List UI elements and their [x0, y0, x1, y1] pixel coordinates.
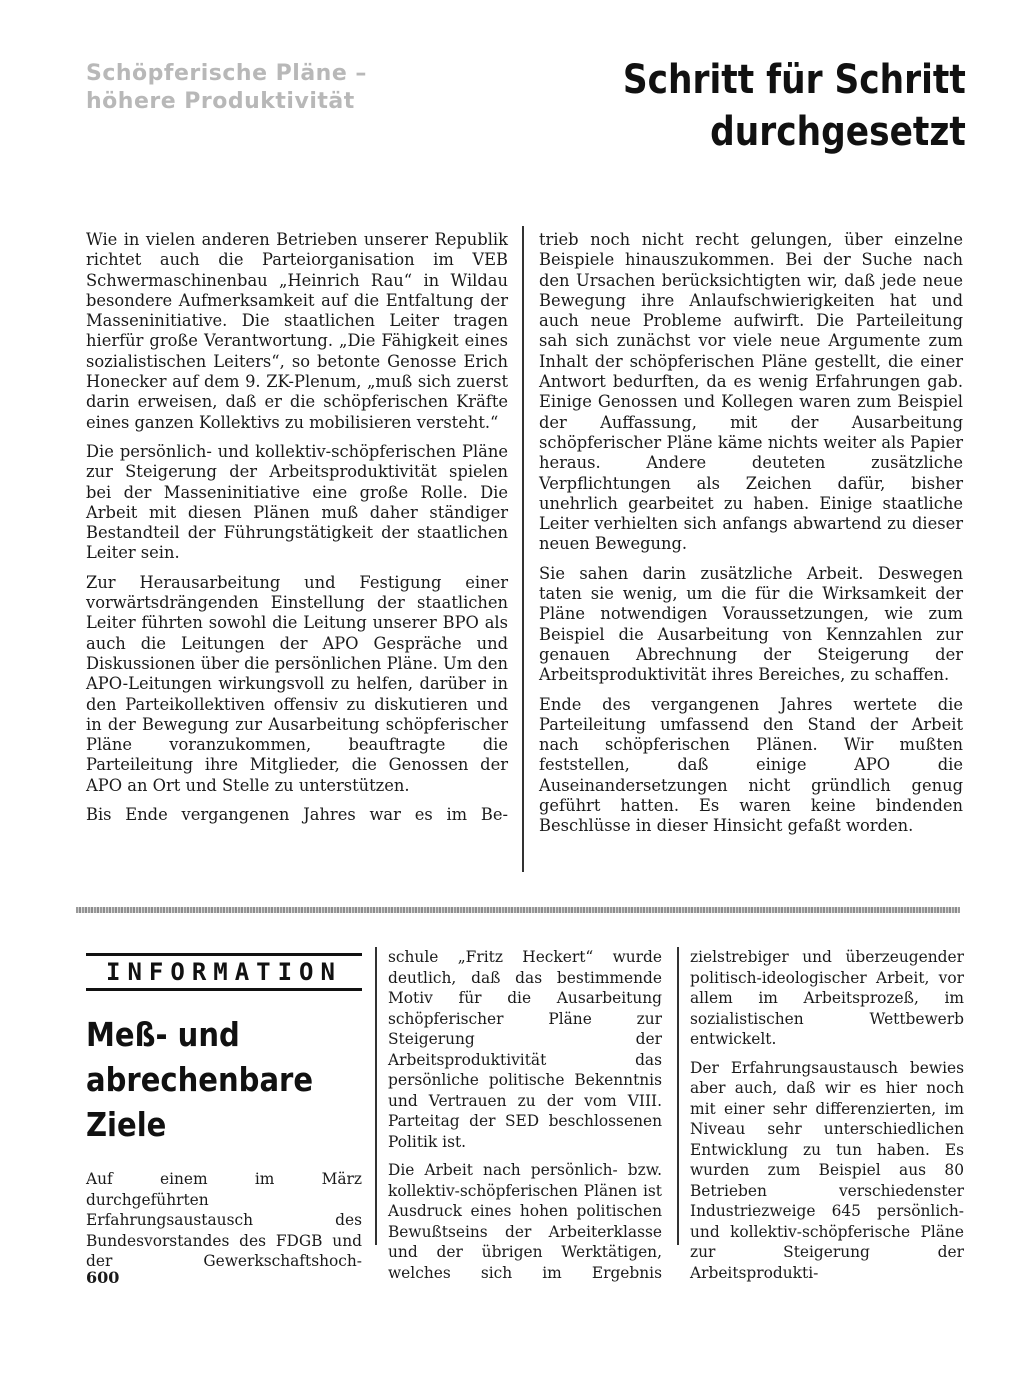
- info-column-2: [388, 947, 662, 1291]
- info-headline-line-2: abrechenbare: [86, 1060, 314, 1099]
- paragraph: Sie sahen darin zusätzliche Arbeit. Deswegen taten sie wenig, um die für die Wirksamkeit der Pläne notwendigen Voraussetzungen, wie zum Beispiel die Ausarbeitung von Kennzahlen zur genauen Abrechnung der Steigerung der Arbeitsproduktivität ihres Bereiches, zu schaffen.: [539, 563, 963, 685]
- paragraph: Zur Herausarbeitung und Festigung einer vorwärtsdrängenden Einstellung der staatlichen Leiter führten sowohl die Leitung unserer BPO als auch die Leitungen der APO Gespräche und Diskussionen über die persönlichen Pläne. Um den APO-Leitungen wirkungsvoll zu helfen, darüber in den Parteikollektiven offensiv zu diskutieren und in der Bewegung zur Ausarbeitung schöpferischer Pläne voranzukommen, beauftragte die Parteileitung ihre Mitglieder, die Genossen der APO an Ort und Stelle zu unterstützen.: [86, 572, 508, 795]
- headline-line-2: durchgesetzt: [710, 109, 966, 155]
- paragraph: Ende des vergangenen Jahres wertete die Parteileitung umfassend den Stand der Arbeit nach schöpferischen Plänen. Wir mußten feststellen, daß einige APO die Auseinandersetzungen nicht gründlich genug geführt hatten. Es waren keine bindenden Beschlüsse in dieser Hinsicht gefaßt worden.: [539, 694, 963, 836]
- article-headline: [623, 54, 966, 158]
- paragraph: Die Arbeit nach persönlich- bzw. kollektiv-schöpferischen Plänen ist Ausdruck eines hohen politischen Bewußtseins der Arbeiterklasse und der übrigen Werktätigen, welches sich im Ergebnis: [388, 1161, 662, 1282]
- info-headline-line-1: Meß- und: [86, 1015, 240, 1054]
- information-label: INFORMATION: [86, 953, 362, 991]
- kicker-line-1: Schöpferische Pläne –: [86, 61, 367, 86]
- paragraph: schule „Fritz Heckert“ wurde deutlich, daß das bestimmende Motiv für die Ausarbeitung schöpferischer Pläne zur Steigerung der Arbeitsproduktivität das persönliche politische Bekenntnis und Vertrauen zu der vom VIII. Parteitag der SED beschlossenen Politik ist.: [388, 948, 662, 1151]
- paragraph: trieb noch nicht recht gelungen, über einzelne Beispiele hinauszukommen. Bei der Suche nach den Ursachen berücksichtigten wir, daß jede neue Bewegung ihre Anlaufschwierigkeiten hat und auch neue Probleme aufwirft. Die Parteileitung sah sich zunächst vor viele neue Argumente zum Inhalt der schöpferischen Pläne gestellt, die einer Antwort bedurften, da es wenig Erfahrungen gab. Einige Genossen und Kollegen waren zum Beispiel der Auffassung, mit der Ausarbeitung schöpferischer Pläne käme nichts weiter als Papier heraus. Andere deuteten zusätzliche Verpflichtungen als Zeichen dafür, bisher unehrlich gearbeitet zu haben. Einige staatliche Leiter verhielten sich anfangs abwartend zu dieser neuen Bewegung.: [539, 230, 963, 554]
- paragraph: Der Erfahrungsaustausch bewies aber auch, daß wir es hier noch mit einer sehr differenzierten, im Niveau sehr unterschiedlichen Entwicklung zu tun haben. Es wurden zum Beispiel aus 80 Betrieben verschiedenster Industriezweige 645 persönlich- und kollektiv-schöpferische Pläne zur Steigerung der Arbeitsprodukti-: [690, 1058, 964, 1282]
- paragraph: Bis Ende vergangenen Jahres war es im Be-: [86, 805, 508, 825]
- column-divider: [522, 226, 524, 872]
- info-column-3: [690, 947, 964, 1291]
- info-headline: [86, 1012, 313, 1147]
- article-column-1: [86, 230, 508, 825]
- headline-line-1: Schritt für Schritt: [623, 57, 966, 103]
- section-kicker: [86, 60, 367, 116]
- kicker-line-2: höhere Produktivität: [86, 89, 355, 114]
- paragraph: zielstrebiger und überzeugender politisch-ideologischer Arbeit, vor allem im Arbeitsprozeß, im sozialistischen Wettbewerb entwickelt.: [690, 948, 964, 1048]
- column-divider: [375, 947, 377, 1245]
- article-column-2: [539, 230, 963, 837]
- paragraph: Wie in vielen anderen Betrieben unserer Republik richtet auch die Parteiorganisation im VEB Schwermaschinenbau „Heinrich Rau“ in Wildau besondere Aufmerksamkeit auf die Entfaltung der Masseninitiative. Die staatlichen Leiter tragen hierfür große Verantwortung. „Die Fähigkeit eines sozialistischen Leiters“, so betonte Genosse Erich Honecker auf dem 9. ZK-Plenum, „muß sich zuerst darin erweisen, daß er die schöpferischen Kräfte eines ganzen Kollektivs zu mobilisieren versteht.“: [86, 230, 508, 432]
- section-separator: [76, 907, 960, 913]
- info-headline-line-3: Ziele: [86, 1105, 167, 1144]
- paragraph: Die persönlich- und kollektiv-schöpferischen Pläne zur Steigerung der Arbeitsproduktivität spielen bei der Masseninitiative eine große Rolle. Die Arbeit mit diesen Plänen muß daher ständiger Bestandteil der Führungstätigkeit der staatlichen Leiter sein.: [86, 441, 508, 563]
- page-number: 600: [86, 1268, 120, 1287]
- paragraph: Auf einem im März durchgeführten Erfahrungsaustausch des Bundesvorstandes des FDGB und der Gewerkschaftshoch-: [86, 1170, 362, 1270]
- info-column-1: [86, 1169, 362, 1280]
- column-divider: [677, 947, 679, 1245]
